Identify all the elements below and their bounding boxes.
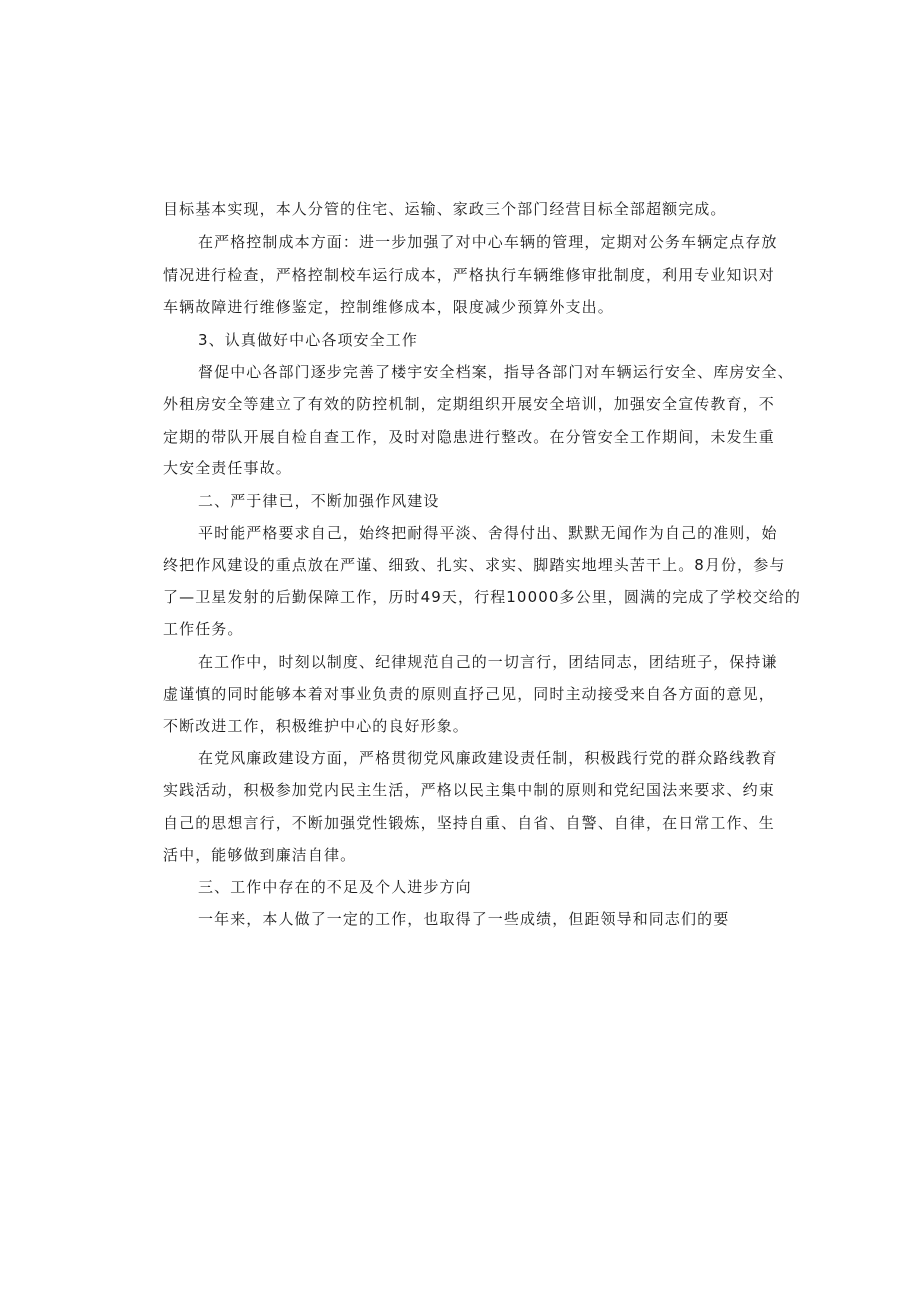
text-line: 一年来，本人做了一定的工作，也取得了一些成绩，但距领导和同志们的要 [198, 910, 730, 928]
text-line: 车辆故障进行维修鉴定，控制维修成本，限度减少预算外支出。 [163, 298, 614, 316]
text-line: 在工作中，时刻以制度、纪律规范自己的一切言行，团结同志，团结班子，保持谦 [198, 653, 778, 671]
text-line: 自己的思想言行，不断加强党性锻炼，坚持自重、自省、自警、自律，在日常工作、生 [163, 814, 775, 832]
text-line: 了—卫星发射的后勤保障工作，历时49天，行程10000多公里，圆满的完成了学校交给的 [163, 588, 802, 606]
text-line: 实践活动，积极参加党内民主生活，严格以民主集中制的原则和党纪国法来要求、约束 [163, 781, 775, 799]
text-line: 活中，能够做到廉洁自律。 [163, 846, 357, 864]
text-line: 定期的带队开展自检自查工作，及时对隐患进行整改。在分管安全工作期间，未发生重 [163, 428, 775, 446]
section-heading: 三、工作中存在的不足及个人进步方向 [198, 878, 472, 896]
text-line: 终把作风建设的重点放在严谨、细致、扎实、求实、脚踏实地埋头苦干上。8月份，参与 [163, 556, 786, 574]
text-line: 在党风廉政建设方面，严格贯彻党风廉政建设责任制，积极践行党的群众路线教育 [198, 749, 778, 767]
text-line: 平时能严格要求自己，始终把耐得平淡、舍得付出、默默无闻作为自己的准则，始 [198, 524, 778, 542]
text-line: 不断改进工作，积极维护中心的良好形象。 [163, 717, 469, 735]
text-line: 大安全责任事故。 [163, 459, 292, 477]
text-line: 工作任务。 [163, 620, 244, 638]
section-heading: 3、认真做好中心各项安全工作 [198, 331, 418, 349]
text-line: 督促中心各部门逐步完善了楼宇安全档案，指导各部门对车辆运行安全、库房安全、 [198, 363, 794, 381]
text-line: 目标基本实现，本人分管的住宅、运输、家政三个部门经营目标全部超额完成。 [163, 200, 727, 218]
text-line: 在严格控制成本方面：进一步加强了对中心车辆的管理，定期对公务车辆定点存放 [198, 233, 778, 251]
text-line: 外租房安全等建立了有效的防控机制，定期组织开展安全培训，加强安全宣传教育，不 [163, 395, 775, 413]
text-line: 虚谨慎的同时能够本着对事业负责的原则直抒己见，同时主动接受来自各方面的意见， [163, 685, 775, 703]
section-heading: 二、严于律已，不断加强作风建设 [198, 492, 440, 510]
text-line: 情况进行检查，严格控制校车运行成本，严格执行车辆维修审批制度，利用专业知识对 [163, 266, 775, 284]
